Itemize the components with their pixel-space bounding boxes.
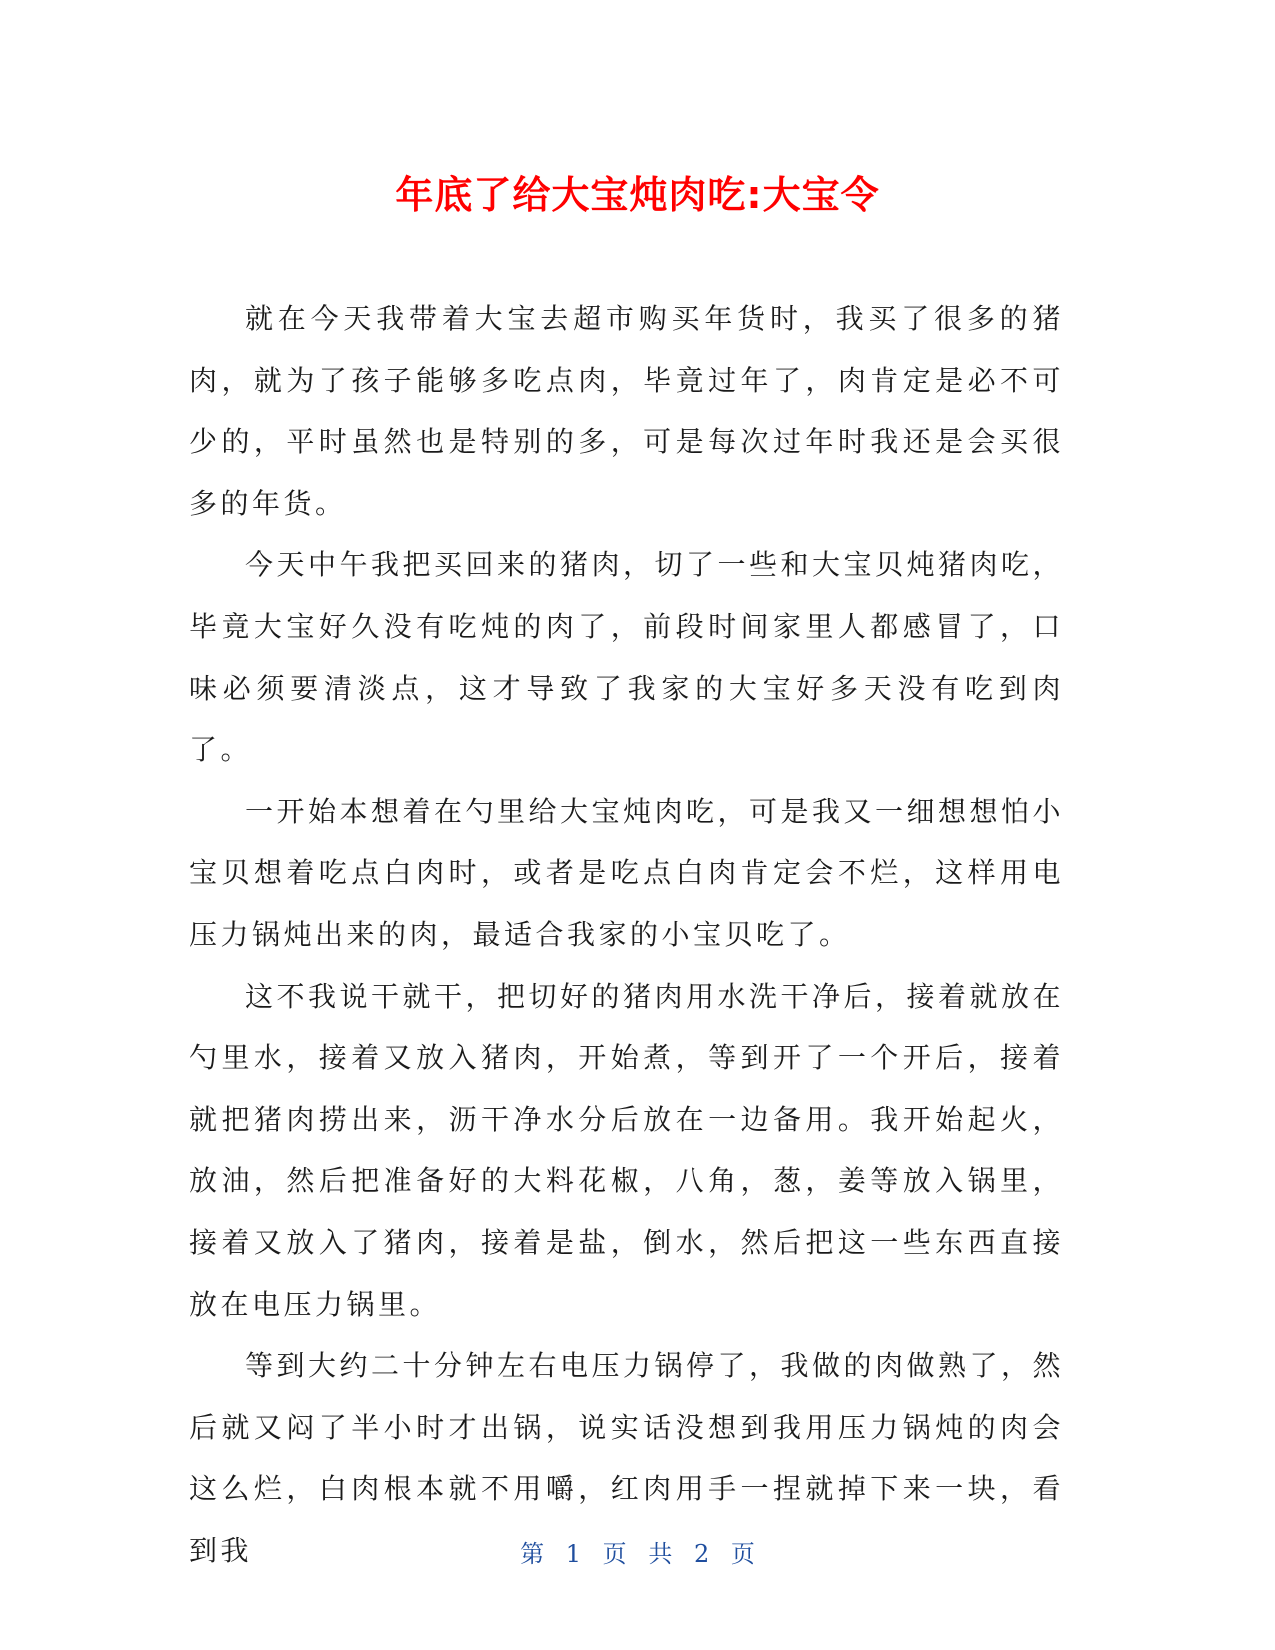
footer-total-label: 共: [648, 1540, 673, 1568]
paragraph: 这不我说干就干，把切好的猪肉用水洗干净后，接着就放在勺里水，接着又放入猪肉，开始煮，等到开了一个开后，接着就把猪肉捞出来，沥干净水分后放在一边备用。我开始起火，放油，然后把准备好的大料花椒，八角，葱，姜等放入锅里，接着又放入了猪肉，接着是盐，倒水，然后把这一些东西直接放在电压力锅里。: [189, 979, 1065, 1321]
page-number-footer: [0, 1538, 1275, 1570]
document-body: [189, 288, 1064, 1581]
footer-page-unit: 页: [602, 1540, 627, 1568]
footer-total-unit: 页: [730, 1540, 755, 1568]
paragraph: 今天中午我把买回来的猪肉，切了一些和大宝贝炖猪肉吃，毕竟大宝好久没有吃炖的肉了，前段时间家里人都感冒了，口味必须要清淡点，这才导致了我家的大宝好多天没有吃到肉了。: [189, 548, 1065, 767]
footer-page-label: 第: [520, 1540, 545, 1568]
paragraph: 就在今天我带着大宝去超市购买年货时，我买了很多的猪肉，就为了孩子能够多吃点肉，毕竟过年了，肉肯定是必不可少的，平时虽然也是特别的多，可是每次过年时我还是会买很多的年货。: [189, 302, 1064, 520]
paragraph: 等到大约二十分钟左右电压力锅停了，我做的肉做熟了，然后就又闷了半小时才出锅，说实话没想到我用压力锅炖的肉会这么烂，白肉根本就不用嚼，红肉用手一捏就掉下来一块，看到我: [189, 1349, 1065, 1567]
footer-current-page: 1: [565, 1540, 582, 1568]
document-title: 年底了给大宝炖肉吃:大宝令: [395, 173, 880, 217]
paragraph: 一开始本想着在勺里给大宝炖肉吃，可是我又一细想想怕小宝贝想着吃点白肉时，或者是吃点白肉肯定会不烂，这样用电压力锅炖出来的肉，最适合我家的小宝贝吃了。: [189, 794, 1065, 951]
footer-total-pages: 2: [693, 1540, 710, 1568]
